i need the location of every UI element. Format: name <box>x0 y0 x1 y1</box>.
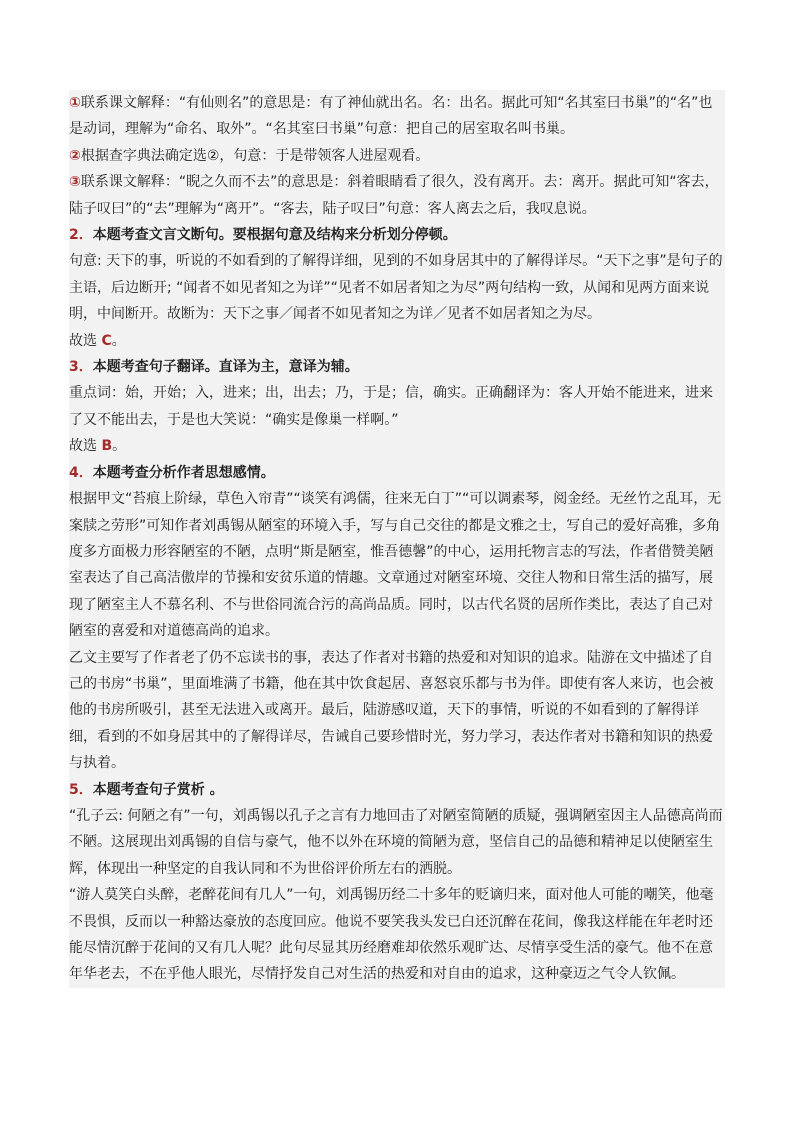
item-text: 根据查字典法确定选②，句意：于是带领客人进屋观看。 <box>80 147 430 164</box>
question-3-explanation: 重点词：始，开始；入，进来；出，出去；乃，于是；信，确实。正确翻译为：客人开始不能进来，进来了又不能出去，于是也大笑说：“确实是像巢一样啊。” <box>69 385 713 428</box>
question-5-heading <box>69 777 725 803</box>
circled-marker: ③ <box>69 174 81 191</box>
item-1 <box>69 90 725 143</box>
circled-marker: ② <box>69 147 81 164</box>
question-number: 5． <box>69 781 93 798</box>
heading-text: 本题考查分析作者思想感情。 <box>92 464 275 481</box>
question-4-heading <box>69 460 725 486</box>
answer-suffix: 。 <box>111 332 126 349</box>
question-2-explanation: 句意: 天下的事，听说的不如看到的了解得详细，见到的不如身居其中的了解得详尽。“天下之事”是句子的主语，后边断开; “闻者不如见者知之为详”“见者不如居者知之为尽”两句结构一致，从闻和见两方面来说明，中间断开。故断为：天下之事／闻者不如见者知之为详／见者不如居者知之为尽。 <box>69 253 723 323</box>
answer-content <box>69 90 725 988</box>
item-text: 联系课文解释：“睨之久而不去”的意思是：斜着眼睛看了很久，没有离开。去：离开。据此可知“客去，陆子叹曰”的“去”理解为“离开”。“客去，陆子叹曰”句意：客人离去之后，我叹息说。 <box>69 174 719 217</box>
answer-prefix: 故选 <box>69 438 102 455</box>
question-4-paragraph-1: 根据甲文“苔痕上阶绿，草色入帘青”“谈笑有鸿儒，往来无白丁”“可以调素琴，阅金经。无丝竹之乱耳，无案牍之劳形”可知作者刘禹锡从陋室的环境入手，写与自己交往的都是文雅之士，写自己的爱好高雅，多角度多方面极力形容陋室的不陋，点明“斯是陋室，惟吾德馨”的中心，运用托物言志的写法，作者借赞美陋室表达了自己高洁傲岸的节操和安贫乐道的情趣。文章通过对陋室环境、交往人物和日常生活的描写，展现了陋室主人不慕名利、不与世俗同流合污的高尚品质。同时，以古代名贤的居所作类比，表达了自己对陋室的喜爱和对道德高尚的追求。 <box>69 491 722 640</box>
question-5-paragraph-1: “孔子云: 何陋之有”一句，刘禹锡以孔子之言有力地回击了对陋室简陋的质疑，强调陋室因主人品德高尚而不陋。这展现出刘禹锡的自信与豪气，他不以外在环境的简陋为意，坚信自己的品德和精神足以使陋室生辉，体现出一种坚定的自我认同和不为世俗评价所左右的洒脱。 <box>69 807 723 877</box>
question-number: 2． <box>69 227 93 244</box>
answer-suffix: 。 <box>112 438 127 455</box>
item-2 <box>69 143 725 169</box>
question-5-paragraph-2: “游人莫笑白头醉，老醉花间有几人”一句，刘禹锡历经二十多年的贬谪归来，面对他人可能的嘲笑，他毫不畏惧，反而以一种豁达豪放的态度回应。他说不要笑我头发已白还沉醉在花间，像我这样能在年老时还能尽情沉醉于花间的又有几人呢？此句尽显其历经磨难却依然乐观旷达、尽情享受生活的豪气。他不在意年华老去，不在乎他人眼光，尽情抒发自己对生活的热爱和对自由的追求，这种豪迈之气令人钦佩。 <box>69 887 714 983</box>
question-2-heading <box>69 222 725 248</box>
answer-letter: C <box>101 332 112 349</box>
heading-text: 本题考查句子赏析 。 <box>92 781 224 798</box>
question-4-paragraph-2: 乙文主要写了作者老了仍不忘读书的事，表达了作者对书籍的热爱和对知识的追求。陆游在文中描述了自己的书房“书巢”，里面堆满了书籍，他在其中饮食起居、喜怒哀乐都与书为伴。即使有客人来访，也会被他的书房所吸引，甚至无法进入或离开。最后，陆游感叹道，天下的事情，听说的不如看到的了解得详细，看到的不如身居其中的了解得详尽，告诫自己要珍惜时光，努力学习，表达作者对书籍和知识的热爱与执着。 <box>69 649 714 772</box>
heading-text: 本题考查句子翻译。直译为主，意译为辅。 <box>92 359 359 376</box>
answer-letter: B <box>101 438 113 455</box>
question-2-answer <box>69 328 725 354</box>
question-3-heading <box>69 354 725 380</box>
question-3-answer <box>69 433 725 459</box>
heading-text: 本题考查文言文断句。要根据句意及结构来分析划分停顿。 <box>92 227 457 244</box>
question-number: 4． <box>69 464 93 481</box>
item-3 <box>69 169 725 222</box>
circled-marker: ① <box>69 95 81 111</box>
question-number: 3． <box>69 359 93 376</box>
answer-prefix: 故选 <box>69 332 102 349</box>
item-text: 联系课文解释：“有仙则名”的意思是：有了神仙就出名。名：出名。据此可知“名其室曰书巢”的“名”也是动词，理解为“命名、取外”。“名其室曰书巢”句意：把自己的居室取名叫书巢。 <box>69 95 713 138</box>
